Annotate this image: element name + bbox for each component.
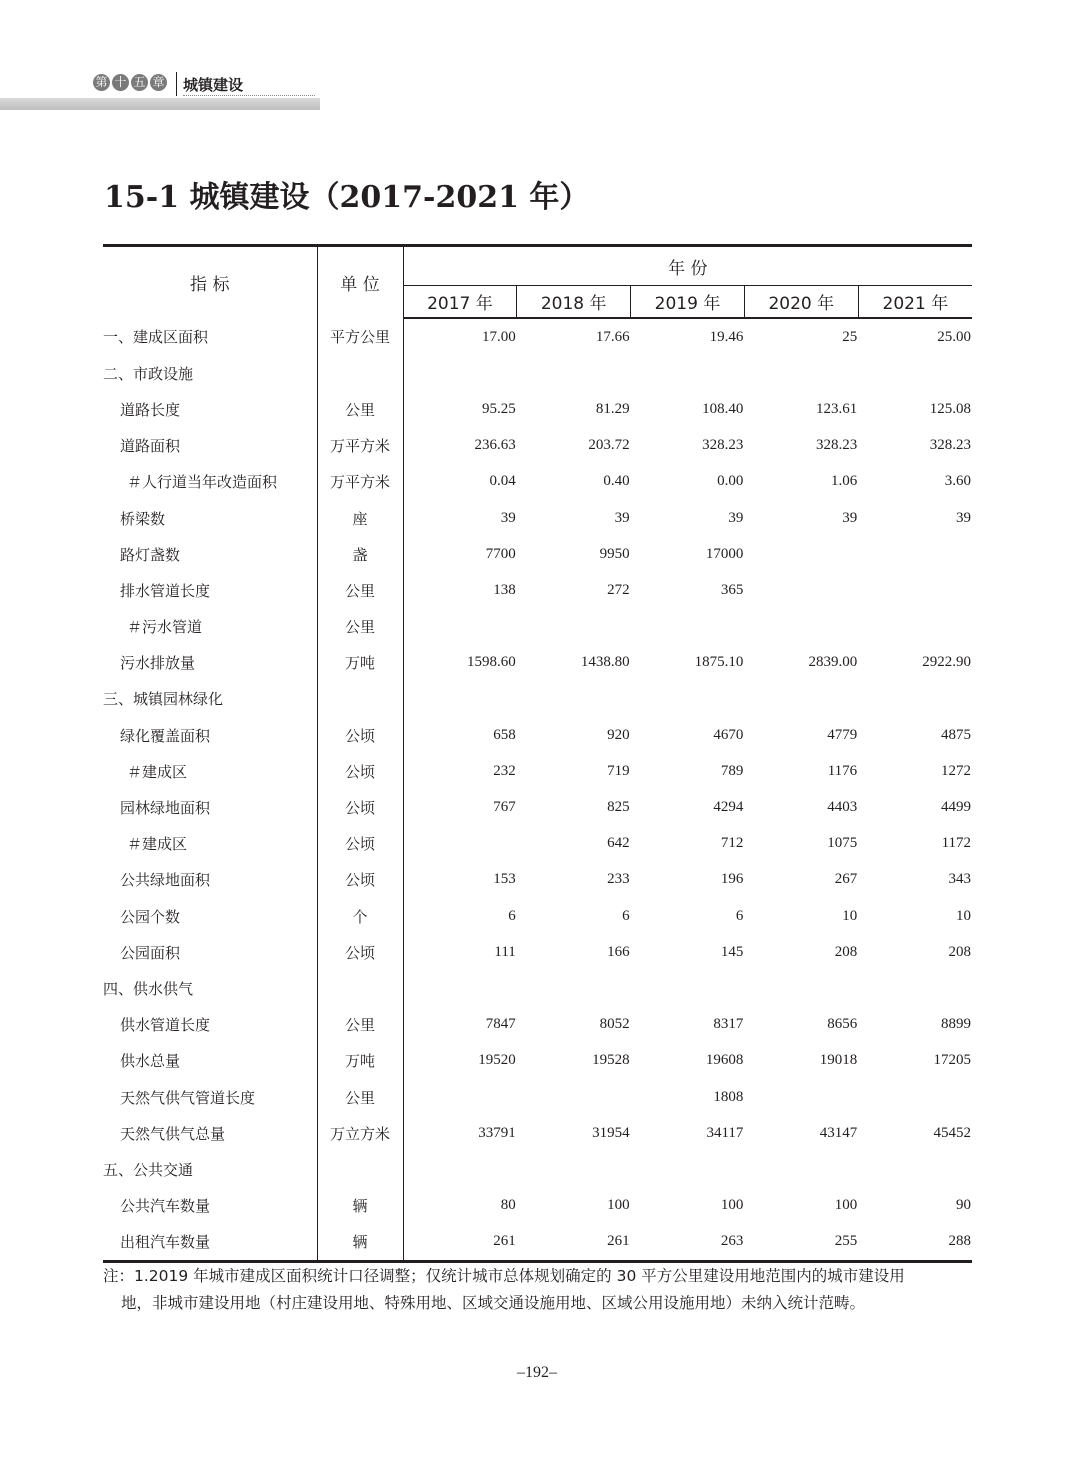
row-value (631, 681, 745, 717)
row-unit: 辆 (317, 1224, 403, 1262)
row-indicator: 污水排放量 (103, 645, 317, 681)
row-value: 19608 (705, 1052, 744, 1069)
row-unit: 公里 (317, 609, 403, 645)
row-value: 767 (493, 799, 516, 816)
row-value: 288 (858, 1224, 972, 1262)
row-value: 9950 (599, 545, 630, 562)
row-value (744, 681, 858, 717)
row-value: 19528 (592, 1052, 630, 1069)
row-indicator: ＃建成区 (103, 753, 317, 789)
row-value: 328.23 (929, 437, 972, 454)
row-value (858, 681, 972, 717)
row-value: 4499 (941, 799, 972, 816)
row-value: 8052 (599, 1016, 630, 1033)
header-year: 2019 年 (631, 286, 745, 319)
row-value: 1172 (941, 835, 972, 852)
running-header (0, 70, 320, 110)
row-value: 1438.80 (580, 654, 630, 671)
row-value: 17.66 (595, 328, 630, 345)
row-unit: 公顷 (317, 862, 403, 898)
table-row (103, 681, 972, 717)
row-unit: 公里 (317, 572, 403, 608)
row-value (517, 1151, 631, 1187)
table-row (103, 572, 972, 608)
row-value (403, 609, 517, 645)
row-value: 328.23 (815, 437, 858, 454)
row-value: 45452 (933, 1124, 972, 1141)
row-value: 95.25 (482, 400, 516, 417)
row-value (517, 609, 631, 645)
row-value (858, 970, 972, 1006)
row-value: 125.08 (929, 400, 972, 417)
row-value: 825 (607, 799, 630, 816)
row-value: 100 (720, 1197, 744, 1214)
row-value: 789 (720, 762, 744, 779)
row-value: 1075 (827, 835, 858, 852)
table-row (103, 645, 972, 681)
row-indicator: 绿化覆盖面积 (103, 717, 317, 753)
row-value (858, 1079, 972, 1115)
row-unit: 公顷 (317, 934, 403, 970)
row-value: 328.23 (702, 437, 744, 454)
row-value: 0.04 (489, 473, 516, 490)
row-value: 100 (607, 1197, 630, 1214)
row-indicator: 桥梁数 (103, 500, 317, 536)
row-value: 4779 (827, 726, 858, 743)
row-value: 1272 (941, 762, 972, 779)
row-value (631, 1151, 745, 1187)
row-value: 658 (493, 726, 516, 743)
row-value: 6 (508, 907, 516, 924)
row-value: 208 (834, 943, 858, 960)
row-value: 8899 (941, 1016, 972, 1033)
row-value (631, 970, 745, 1006)
row-value (631, 355, 745, 391)
row-indicator: 一、建成区面积 (103, 318, 317, 355)
row-value: 1875.10 (694, 654, 744, 671)
row-value: 10 (956, 907, 972, 924)
row-unit: 万吨 (317, 645, 403, 681)
row-indicator: 二、市政设施 (103, 355, 317, 391)
row-value: 4403 (827, 799, 858, 816)
row-indicator: ＃污水管道 (103, 609, 317, 645)
row-unit (317, 1151, 403, 1187)
row-value: 80 (500, 1197, 516, 1214)
table-row (103, 1224, 972, 1262)
row-value: 39 (956, 509, 972, 526)
row-indicator: 天然气供气管道长度 (103, 1079, 317, 1115)
row-value: 203.72 (588, 437, 630, 454)
row-unit (317, 681, 403, 717)
table-row (103, 970, 972, 1006)
row-value (744, 536, 858, 572)
chapter-char: 第 (93, 74, 110, 91)
table-row (103, 717, 972, 753)
row-value: 7700 (485, 545, 516, 562)
table-row (103, 1188, 972, 1224)
row-value: 233 (607, 871, 630, 888)
row-value (858, 609, 972, 645)
page-title: 15-1 城镇建设（2017-2021 年） (104, 180, 590, 215)
row-value: 0.40 (603, 473, 630, 490)
header-year: 2021 年 (858, 286, 972, 319)
row-indicator: 公园面积 (103, 934, 317, 970)
row-value: 2839.00 (808, 654, 858, 671)
row-value: 33791 (478, 1124, 516, 1141)
row-value (517, 970, 631, 1006)
row-value (517, 681, 631, 717)
row-unit: 辆 (317, 1188, 403, 1224)
header-years: 年 份 (403, 246, 972, 286)
row-value: 261 (403, 1224, 517, 1262)
row-value (858, 572, 972, 608)
row-value (403, 1079, 517, 1115)
row-value: 17205 (933, 1052, 972, 1069)
row-value (744, 970, 858, 1006)
row-value: 10 (842, 907, 858, 924)
row-value: 719 (607, 762, 630, 779)
table-row (103, 789, 972, 825)
row-value: 196 (720, 871, 744, 888)
row-value: 17000 (705, 545, 744, 562)
table-row (103, 355, 972, 391)
row-value: 365 (720, 581, 744, 598)
row-value (744, 1151, 858, 1187)
header-indicator: 指 标 (103, 246, 317, 319)
row-value: 100 (834, 1197, 858, 1214)
row-value: 39 (842, 509, 858, 526)
row-value: 4875 (941, 726, 972, 743)
row-unit: 公顷 (317, 753, 403, 789)
table-row (103, 1151, 972, 1187)
row-value: 920 (607, 726, 630, 743)
row-indicator: 公园个数 (103, 898, 317, 934)
row-value: 123.61 (815, 400, 858, 417)
row-indicator: 公共汽车数量 (103, 1188, 317, 1224)
row-value (403, 1151, 517, 1187)
row-indicator: 四、供水供气 (103, 970, 317, 1006)
row-value (744, 609, 858, 645)
row-value: 39 (614, 509, 630, 526)
row-value: 712 (720, 835, 744, 852)
table-body (103, 318, 972, 1261)
header-divider (176, 72, 177, 96)
row-unit (317, 970, 403, 1006)
row-unit: 公里 (317, 1007, 403, 1043)
row-value: 263 (631, 1224, 745, 1262)
row-value: 2922.90 (922, 654, 972, 671)
row-value: 34117 (706, 1124, 744, 1141)
table-row (103, 1043, 972, 1079)
footnote (103, 1266, 978, 1314)
row-value: 236.63 (474, 437, 516, 454)
header-bar (0, 98, 320, 110)
row-value (858, 536, 972, 572)
row-unit: 公里 (317, 391, 403, 427)
table-row (103, 609, 972, 645)
row-unit: 万平方米 (317, 464, 403, 500)
table-row (103, 500, 972, 536)
row-value: 25.00 (937, 328, 972, 345)
row-value: 8317 (713, 1016, 744, 1033)
header-dotted-rule (183, 95, 315, 96)
header-year: 2020 年 (744, 286, 858, 319)
row-unit: 平方公里 (317, 318, 403, 355)
table-row (103, 318, 972, 355)
row-value (744, 572, 858, 608)
row-value: 4294 (713, 799, 744, 816)
row-value: 19018 (819, 1052, 858, 1069)
row-value (517, 355, 631, 391)
row-value: 8656 (827, 1016, 858, 1033)
row-unit (317, 355, 403, 391)
row-value: 17.00 (482, 328, 516, 345)
row-value: 3.60 (944, 473, 972, 490)
table-row (103, 898, 972, 934)
chapter-title: 城镇建设 (183, 76, 244, 94)
chapter-badge (93, 74, 167, 91)
row-value: 108.40 (702, 400, 744, 417)
row-value: 31954 (592, 1124, 630, 1141)
row-unit: 公顷 (317, 789, 403, 825)
statistics-table (103, 244, 972, 1263)
row-value (744, 355, 858, 391)
row-value: 166 (607, 943, 630, 960)
row-indicator: 三、城镇园林绿化 (103, 681, 317, 717)
row-indicator: 路灯盏数 (103, 536, 317, 572)
row-value: 7847 (485, 1016, 516, 1033)
row-value: 1808 (713, 1088, 744, 1105)
row-value: 19520 (478, 1052, 516, 1069)
chapter-char: 章 (150, 74, 167, 91)
row-value: 267 (834, 871, 858, 888)
row-value: 25 (842, 328, 858, 345)
page-number: –192– (517, 1364, 557, 1381)
row-value: 39 (500, 509, 516, 526)
row-unit: 公顷 (317, 717, 403, 753)
footnote-line-1: 注：1.2019 年城市建成区面积统计口径调整；仅统计城市总体规划确定的 30 平方公里建设用地范围内的城市建设用 (103, 1267, 905, 1285)
row-value: 4670 (713, 726, 744, 743)
row-value: 261 (517, 1224, 631, 1262)
chapter-char: 五 (131, 74, 148, 91)
row-value: 1176 (827, 762, 858, 779)
table-row (103, 1115, 972, 1151)
row-unit: 万立方米 (317, 1115, 403, 1151)
table-row (103, 464, 972, 500)
table-row (103, 391, 972, 427)
header-year: 2018 年 (517, 286, 631, 319)
row-value (858, 1151, 972, 1187)
row-indicator: ＃人行道当年改造面积 (103, 464, 317, 500)
table-row (103, 934, 972, 970)
row-value: 0.00 (717, 473, 744, 490)
table-row (103, 753, 972, 789)
row-value: 343 (948, 871, 972, 888)
row-value: 19.46 (709, 328, 744, 345)
table-row (103, 536, 972, 572)
row-unit: 座 (317, 500, 403, 536)
table-row (103, 1079, 972, 1115)
row-value: 272 (607, 581, 630, 598)
row-value: 81.29 (595, 400, 630, 417)
row-value (744, 1079, 858, 1115)
row-value: 642 (607, 835, 630, 852)
row-value: 6 (622, 907, 630, 924)
row-unit: 公顷 (317, 826, 403, 862)
row-indicator: ＃建成区 (103, 826, 317, 862)
row-value: 6 (735, 907, 744, 924)
row-value: 90 (956, 1197, 972, 1214)
row-indicator: 道路面积 (103, 428, 317, 464)
table-row (103, 428, 972, 464)
row-unit: 个 (317, 898, 403, 934)
row-value: 208 (948, 943, 972, 960)
row-indicator: 道路长度 (103, 391, 317, 427)
header-unit: 单 位 (317, 246, 403, 319)
row-value: 111 (494, 943, 516, 960)
row-indicator: 供水管道长度 (103, 1007, 317, 1043)
row-value: 1.06 (830, 473, 858, 490)
row-value: 138 (493, 581, 516, 598)
row-unit: 万平方米 (317, 428, 403, 464)
header-year: 2017 年 (403, 286, 517, 319)
row-indicator: 排水管道长度 (103, 572, 317, 608)
row-indicator: 园林绿地面积 (103, 789, 317, 825)
row-value: 145 (720, 943, 744, 960)
row-value (403, 355, 517, 391)
row-unit: 万吨 (317, 1043, 403, 1079)
row-value: 39 (728, 509, 744, 526)
row-indicator: 五、公共交通 (103, 1151, 317, 1187)
row-value (403, 970, 517, 1006)
row-value: 1598.60 (467, 654, 516, 671)
row-value: 153 (493, 871, 516, 888)
row-unit: 公里 (317, 1079, 403, 1115)
row-value (631, 609, 745, 645)
row-value: 43147 (819, 1124, 858, 1141)
row-value (403, 681, 517, 717)
row-indicator: 天然气供气总量 (103, 1115, 317, 1151)
row-indicator: 出租汽车数量 (103, 1224, 317, 1262)
table-row (103, 1007, 972, 1043)
row-unit: 盏 (317, 536, 403, 572)
row-value (858, 355, 972, 391)
row-value: 255 (744, 1224, 858, 1262)
row-indicator: 供水总量 (103, 1043, 317, 1079)
row-value (517, 1079, 631, 1115)
row-indicator: 公共绿地面积 (103, 862, 317, 898)
row-value: 232 (493, 762, 516, 779)
row-value (403, 826, 517, 862)
footnote-line-2: 地，非城市建设用地（村庄建设用地、特殊用地、区域交通设施用地、区域公用设施用地）未纳入统计范畴。 (121, 1294, 866, 1312)
table-row (103, 862, 972, 898)
chapter-char: 十 (112, 74, 129, 91)
table-row (103, 826, 972, 862)
